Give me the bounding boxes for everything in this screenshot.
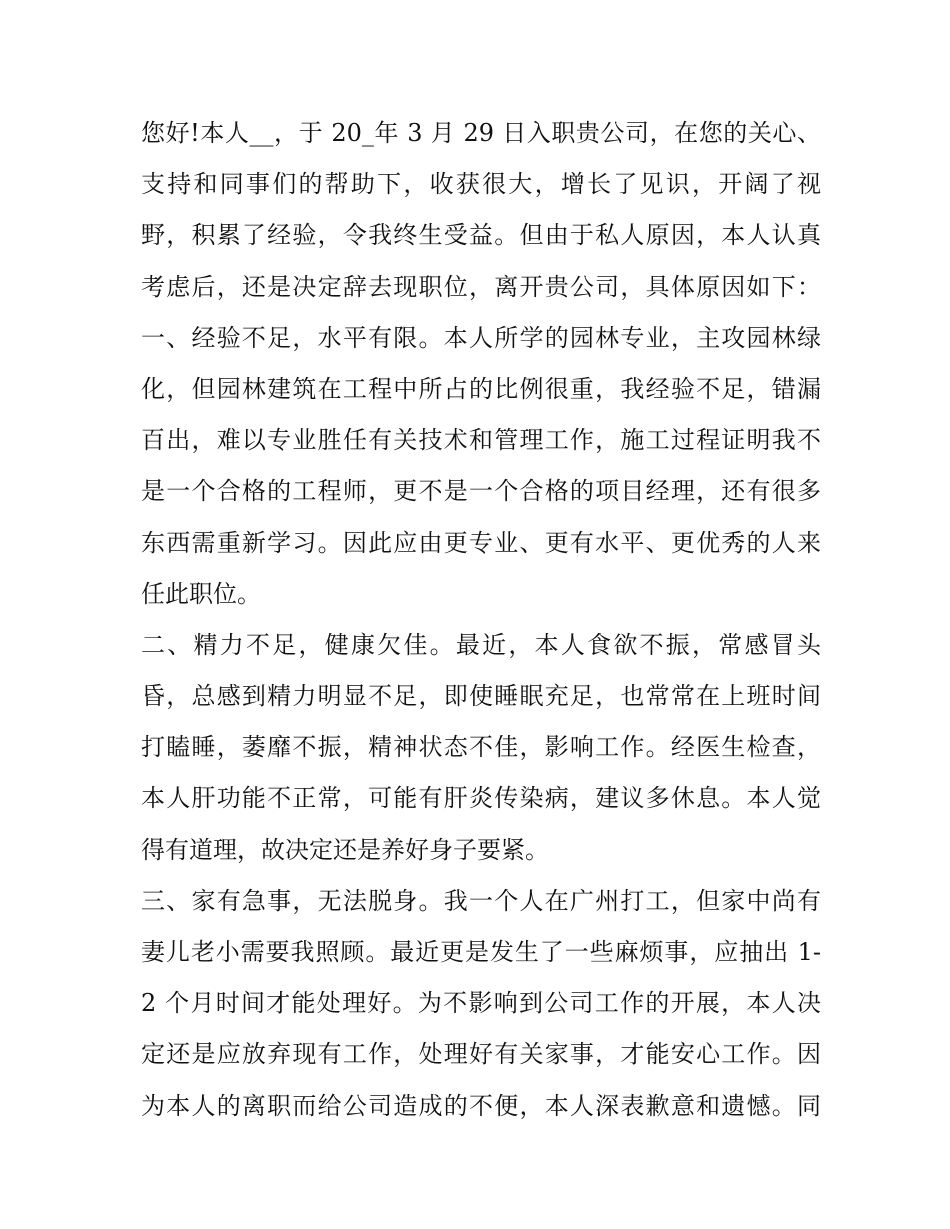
- text-line: 是一个合格的工程师，更不是一个合格的项目经理，还有很多: [141, 477, 821, 506]
- text-line: 本人肝功能不正常，可能有肝炎传染病，建议多休息。本人觉: [141, 784, 821, 813]
- text-line: 野，积累了经验，令我终生受益。但由于私人原因，本人认真: [141, 221, 821, 250]
- text-line: 任此职位。: [141, 579, 261, 608]
- text-line: 化，但园林建筑在工程中所占的比例很重，我经验不足，错漏: [141, 374, 821, 403]
- text-line: 支持和同事们的帮助下，收获很大，增长了见识，开阔了视: [141, 170, 821, 199]
- text-line: 三、家有急事，无法脱身。我一个人在广州打工，但家中尚有: [141, 886, 821, 915]
- text-line: 一、经验不足，水平有限。本人所学的园林专业，主攻园林绿: [141, 323, 821, 352]
- text-line: 定还是应放弃现有工作，处理好有关家事，才能安心工作。因: [141, 1040, 821, 1069]
- text-line: 打瞌睡，萎靡不振，精神状态不佳，影响工作。经医生检查，: [141, 733, 821, 762]
- text-line: 昏，总感到精力明显不足，即使睡眠充足，也常常在上班时间: [141, 682, 821, 711]
- text-line: 二、精力不足，健康欠佳。最近，本人食欲不振，常感冒头: [141, 630, 821, 659]
- text-line: 得有道理，故决定还是养好身子要紧。: [141, 835, 549, 864]
- text-line: 您好!本人__，于 20_年 3 月 29 日入职贵公司，在您的关心、: [141, 119, 821, 147]
- text-line: 2 个月时间才能处理好。为不影响到公司工作的开展，本人决: [141, 989, 821, 1018]
- text-line: 妻儿老小需要我照顾。最近更是发生了一些麻烦事，应抽出 1-: [141, 938, 821, 966]
- text-line: 东西需重新学习。因此应由更专业、更有水平、更优秀的人来: [141, 528, 821, 557]
- text-line: 考虑后，还是决定辞去现职位，离开贵公司，具体原因如下：: [141, 272, 821, 301]
- text-line: 为本人的离职而给公司造成的不便，本人深表歉意和遗憾。同: [141, 1091, 821, 1120]
- text-line: 百出，难以专业胜任有关技术和管理工作，施工过程证明我不: [141, 426, 821, 455]
- document-body: [141, 108, 821, 1132]
